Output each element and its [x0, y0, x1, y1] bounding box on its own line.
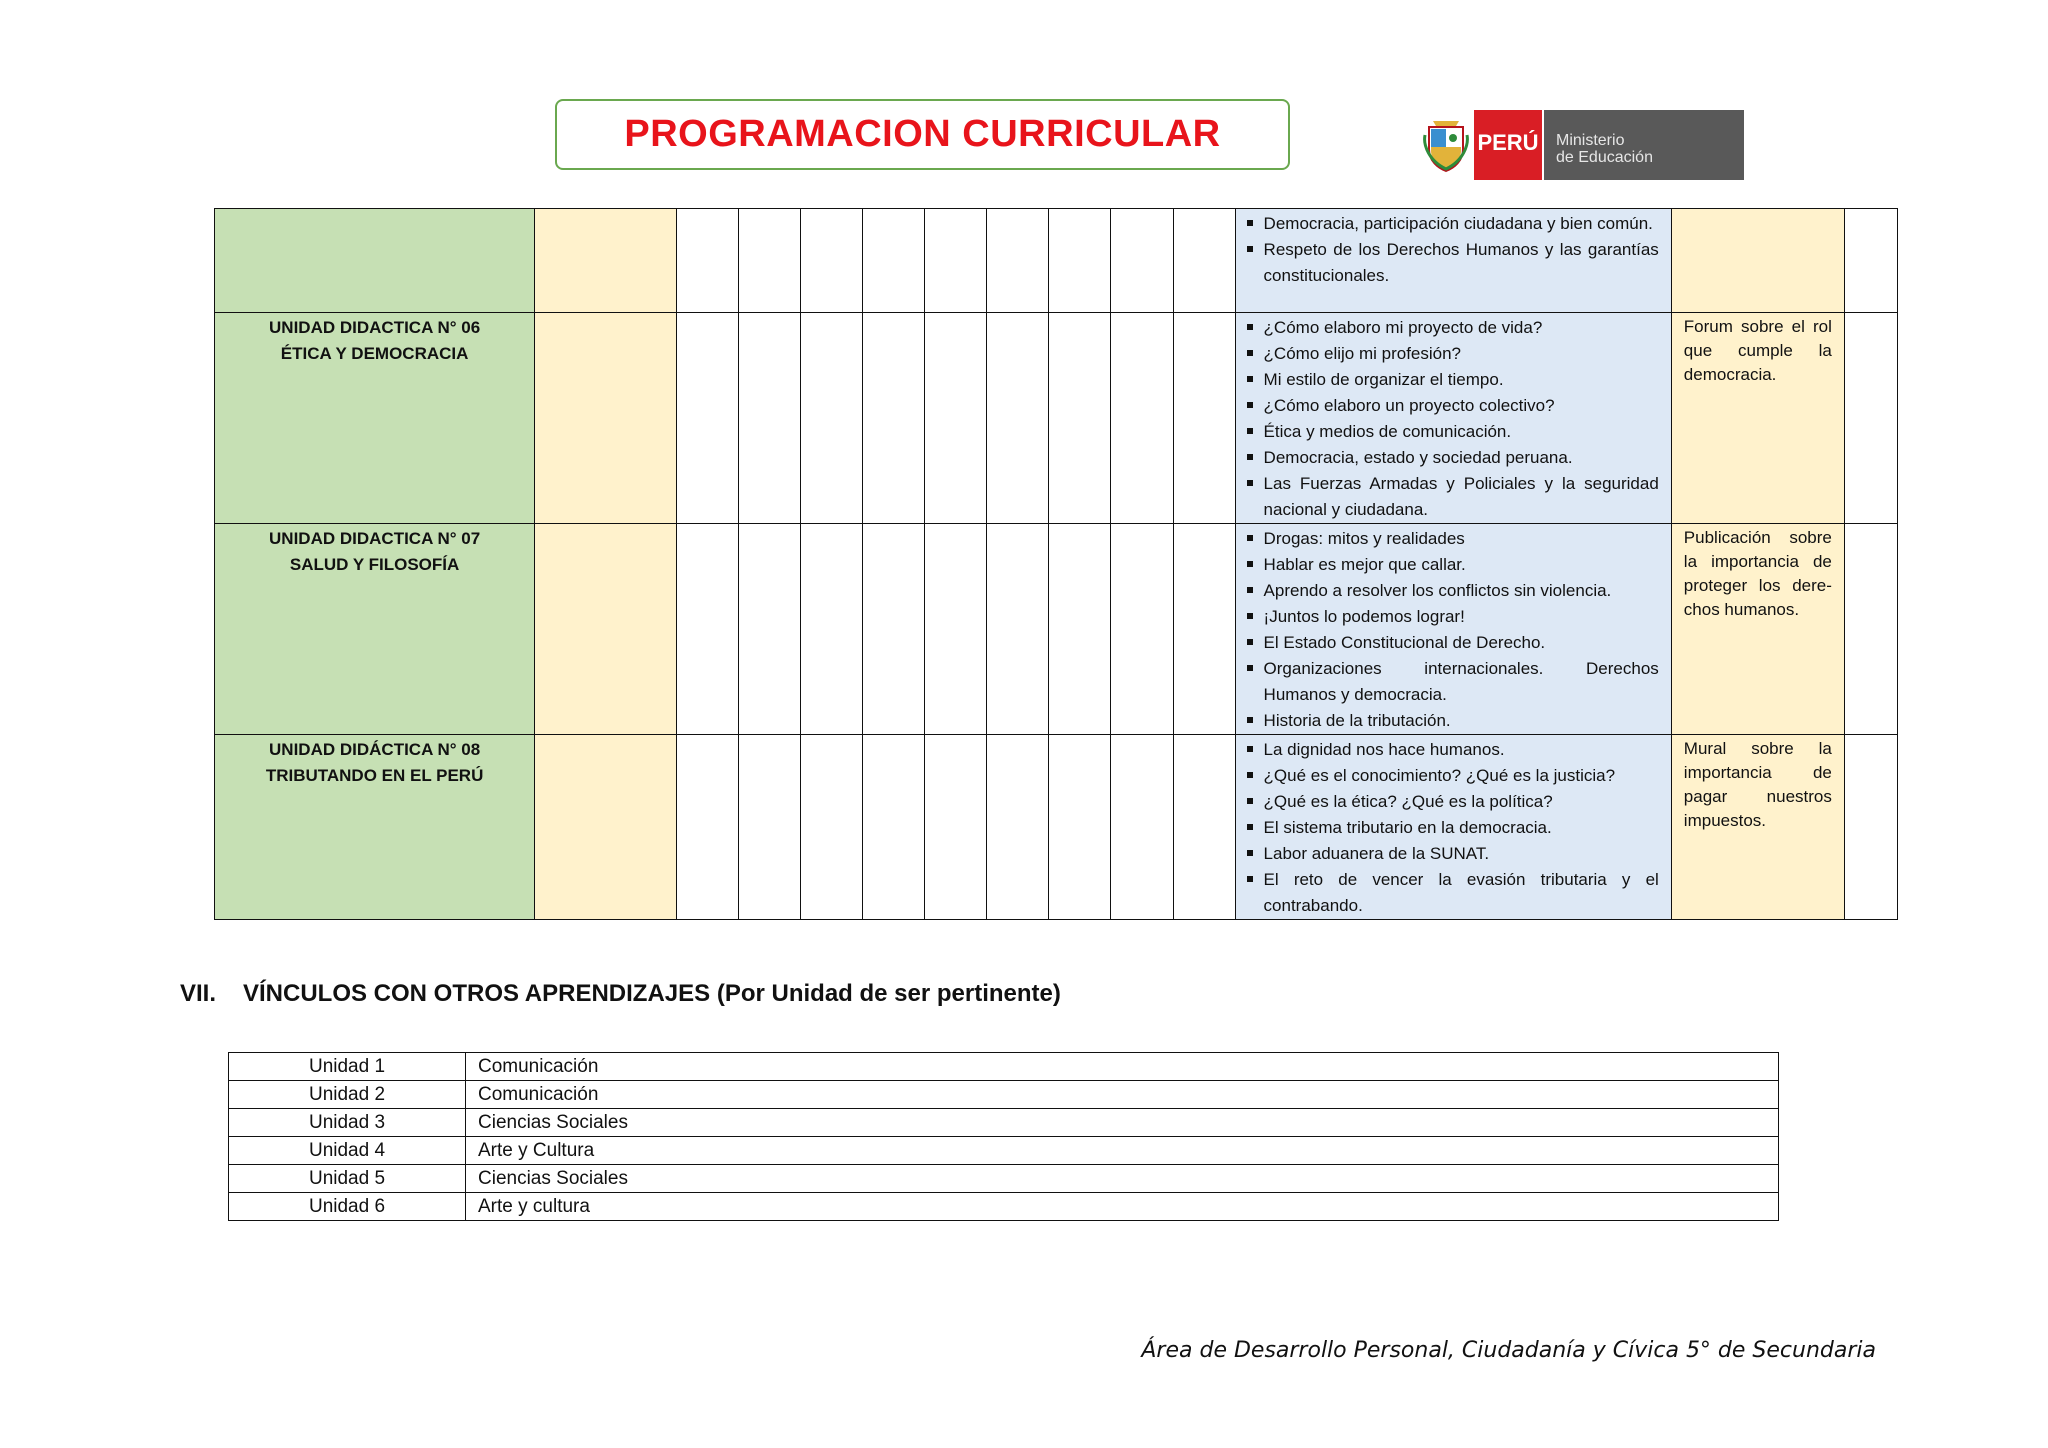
checkbox-column-cell	[1111, 735, 1173, 920]
checkbox-column-cell	[1173, 524, 1235, 735]
topic-item: Democracia, estado y sociedad peruana.	[1246, 445, 1659, 471]
checkbox-column-cell	[863, 735, 925, 920]
link-row	[229, 1053, 1779, 1081]
link-row	[229, 1137, 1779, 1165]
checkbox-column-cell	[677, 735, 739, 920]
checkbox-column-cell	[739, 209, 801, 313]
checkbox-column-cell	[677, 209, 739, 313]
section-vii-heading	[180, 980, 1061, 1008]
checkbox-column-cell	[1111, 524, 1173, 735]
unit-product-cell	[1671, 524, 1844, 735]
unit-product: Publicación sobre la importancia de proteger los dere-chos humanos.	[1683, 528, 1832, 619]
unit-last-cell	[1844, 313, 1897, 524]
unit-product	[1672, 209, 1844, 211]
checkbox-column-cell	[801, 524, 863, 735]
link-area: Comunicación	[466, 1053, 1779, 1081]
unit-row	[215, 735, 1898, 920]
link-row	[229, 1193, 1779, 1221]
checkbox-column-cell	[863, 313, 925, 524]
logo-country: PERÚ	[1474, 110, 1542, 180]
checkbox-column-cell	[925, 209, 987, 313]
link-area: Ciencias Sociales	[466, 1109, 1779, 1137]
link-unit: Unidad 4	[229, 1137, 466, 1165]
topic-item: Las Fuerzas Armadas y Policiales y la seguridad nacional y ciudadana.	[1246, 471, 1659, 523]
unit-subtitle: TRIBUTANDO EN EL PERÚ	[265, 766, 484, 785]
topic-item: ¿Cómo elaboro mi proyecto de vida?	[1246, 315, 1659, 341]
checkbox-column-cell	[1111, 209, 1173, 313]
link-area: Ciencias Sociales	[466, 1165, 1779, 1193]
topic-item: Labor aduanera de la SUNAT.	[1246, 841, 1659, 867]
topic-item: El sistema tributario en la democracia.	[1246, 815, 1659, 841]
unit-empty-cell	[535, 313, 677, 524]
checkbox-column-cell	[1173, 209, 1235, 313]
checkbox-column-cell	[1111, 313, 1173, 524]
topic-item: Hablar es mejor que callar.	[1246, 552, 1659, 578]
unit-topics-cell	[1235, 209, 1671, 313]
link-area: Arte y cultura	[466, 1193, 1779, 1221]
checkbox-column-cell	[987, 524, 1049, 735]
topic-item: Aprendo a resolver los conflictos sin violencia.	[1246, 578, 1659, 604]
topic-item: Ética y medios de comunicación.	[1246, 419, 1659, 445]
units-table	[214, 208, 1898, 920]
checkbox-column-cell	[801, 209, 863, 313]
topic-item: El Estado Constitucional de Derecho.	[1246, 630, 1659, 656]
topic-item: ¡Juntos lo podemos lograr!	[1246, 604, 1659, 630]
link-row	[229, 1081, 1779, 1109]
topic-item: Mi estilo de organizar el tiempo.	[1246, 367, 1659, 393]
unit-product-cell	[1671, 209, 1844, 313]
unit-row	[215, 209, 1898, 313]
checkbox-column-cell	[987, 735, 1049, 920]
unit-product: Forum sobre el rol que cumple la democracia.	[1683, 317, 1832, 384]
topic-item: Historia de la tributación.	[1246, 708, 1659, 734]
unit-name-cell	[215, 735, 535, 920]
section-number: VII.	[180, 980, 217, 1007]
topic-item: Democracia, participación ciudadana y bien común.	[1246, 211, 1659, 237]
unit-topics-cell	[1235, 524, 1671, 735]
checkbox-column-cell	[1173, 735, 1235, 920]
link-unit: Unidad 3	[229, 1109, 466, 1137]
unit-subtitle: ÉTICA Y DEMOCRACIA	[280, 344, 469, 363]
checkbox-column-cell	[925, 313, 987, 524]
unit-name-cell	[215, 209, 535, 313]
link-area: Comunicación	[466, 1081, 1779, 1109]
unit-topics-cell	[1235, 735, 1671, 920]
logo-ministry-line1: Ministerio	[1556, 132, 1625, 149]
topics-list	[1236, 209, 1671, 289]
checkbox-column-cell	[739, 735, 801, 920]
document-title: PROGRAMACION CURRICULAR	[624, 113, 1221, 155]
unit-title: UNIDAD DIDACTICA N° 07	[269, 529, 481, 548]
topic-item: El reto de vencer la evasión tributaria y el contrabando.	[1246, 867, 1659, 919]
section-title: VÍNCULOS CON OTROS APRENDIZAJES (Por Unidad de ser pertinente)	[243, 980, 1061, 1007]
topic-item: Respeto de los Derechos Humanos y las garantías constitucionales.	[1246, 237, 1659, 289]
topic-item: Organizaciones internacionales. Derechos Humanos y democracia.	[1246, 656, 1659, 708]
topic-item: Drogas: mitos y realidades	[1246, 526, 1659, 552]
checkbox-column-cell	[677, 524, 739, 735]
minedu-logo	[1418, 110, 1744, 180]
checkbox-column-cell	[1173, 313, 1235, 524]
link-unit: Unidad 1	[229, 1053, 466, 1081]
checkbox-column-cell	[677, 313, 739, 524]
topic-item: ¿Cómo elijo mi profesión?	[1246, 341, 1659, 367]
topic-item: La dignidad nos hace humanos.	[1246, 737, 1659, 763]
unit-last-cell	[1844, 735, 1897, 920]
unit-empty-cell	[535, 735, 677, 920]
topics-list	[1236, 524, 1671, 734]
topics-list	[1236, 735, 1671, 919]
checkbox-column-cell	[1049, 209, 1111, 313]
unit-last-cell	[1844, 209, 1897, 313]
unit-empty-cell	[535, 209, 677, 313]
logo-ministry	[1542, 110, 1744, 180]
link-unit: Unidad 6	[229, 1193, 466, 1221]
checkbox-column-cell	[801, 735, 863, 920]
checkbox-column-cell	[925, 524, 987, 735]
unit-title: UNIDAD DIDACTICA N° 06	[269, 318, 481, 337]
unit-product-cell	[1671, 313, 1844, 524]
unit-row	[215, 313, 1898, 524]
topic-item: ¿Qué es el conocimiento? ¿Qué es la justicia?	[1246, 763, 1659, 789]
link-row	[229, 1165, 1779, 1193]
peru-coat-of-arms-icon	[1418, 110, 1474, 180]
link-unit: Unidad 2	[229, 1081, 466, 1109]
unit-title: UNIDAD DIDÁCTICA N° 08	[269, 740, 481, 759]
checkbox-column-cell	[801, 313, 863, 524]
link-area: Arte y Cultura	[466, 1137, 1779, 1165]
logo-ministry-line2: de Educación	[1556, 149, 1653, 166]
document-title-box	[555, 99, 1290, 170]
topics-list	[1236, 313, 1671, 523]
checkbox-column-cell	[987, 209, 1049, 313]
unit-name-cell	[215, 524, 535, 735]
unit-subtitle: SALUD Y FILOSOFÍA	[289, 555, 460, 574]
unit-row	[215, 524, 1898, 735]
checkbox-column-cell	[863, 209, 925, 313]
links-table	[228, 1052, 1779, 1221]
unit-empty-cell	[535, 524, 677, 735]
topic-item: ¿Qué es la ética? ¿Qué es la política?	[1246, 789, 1659, 815]
checkbox-column-cell	[739, 524, 801, 735]
link-row	[229, 1109, 1779, 1137]
unit-name-cell	[215, 313, 535, 524]
checkbox-column-cell	[925, 735, 987, 920]
unit-product: Mural sobre la importancia de pagar nuestros impuestos.	[1683, 739, 1832, 830]
checkbox-column-cell	[987, 313, 1049, 524]
unit-product-cell	[1671, 735, 1844, 920]
checkbox-column-cell	[1049, 524, 1111, 735]
checkbox-column-cell	[1049, 313, 1111, 524]
page-footer: Área de Desarrollo Personal, Ciudadanía y Cívica 5° de Secundaria	[1141, 1338, 1876, 1363]
checkbox-column-cell	[1049, 735, 1111, 920]
checkbox-column-cell	[739, 313, 801, 524]
unit-topics-cell	[1235, 313, 1671, 524]
unit-last-cell	[1844, 524, 1897, 735]
topic-item: ¿Cómo elaboro un proyecto colectivo?	[1246, 393, 1659, 419]
checkbox-column-cell	[863, 524, 925, 735]
link-unit: Unidad 5	[229, 1165, 466, 1193]
